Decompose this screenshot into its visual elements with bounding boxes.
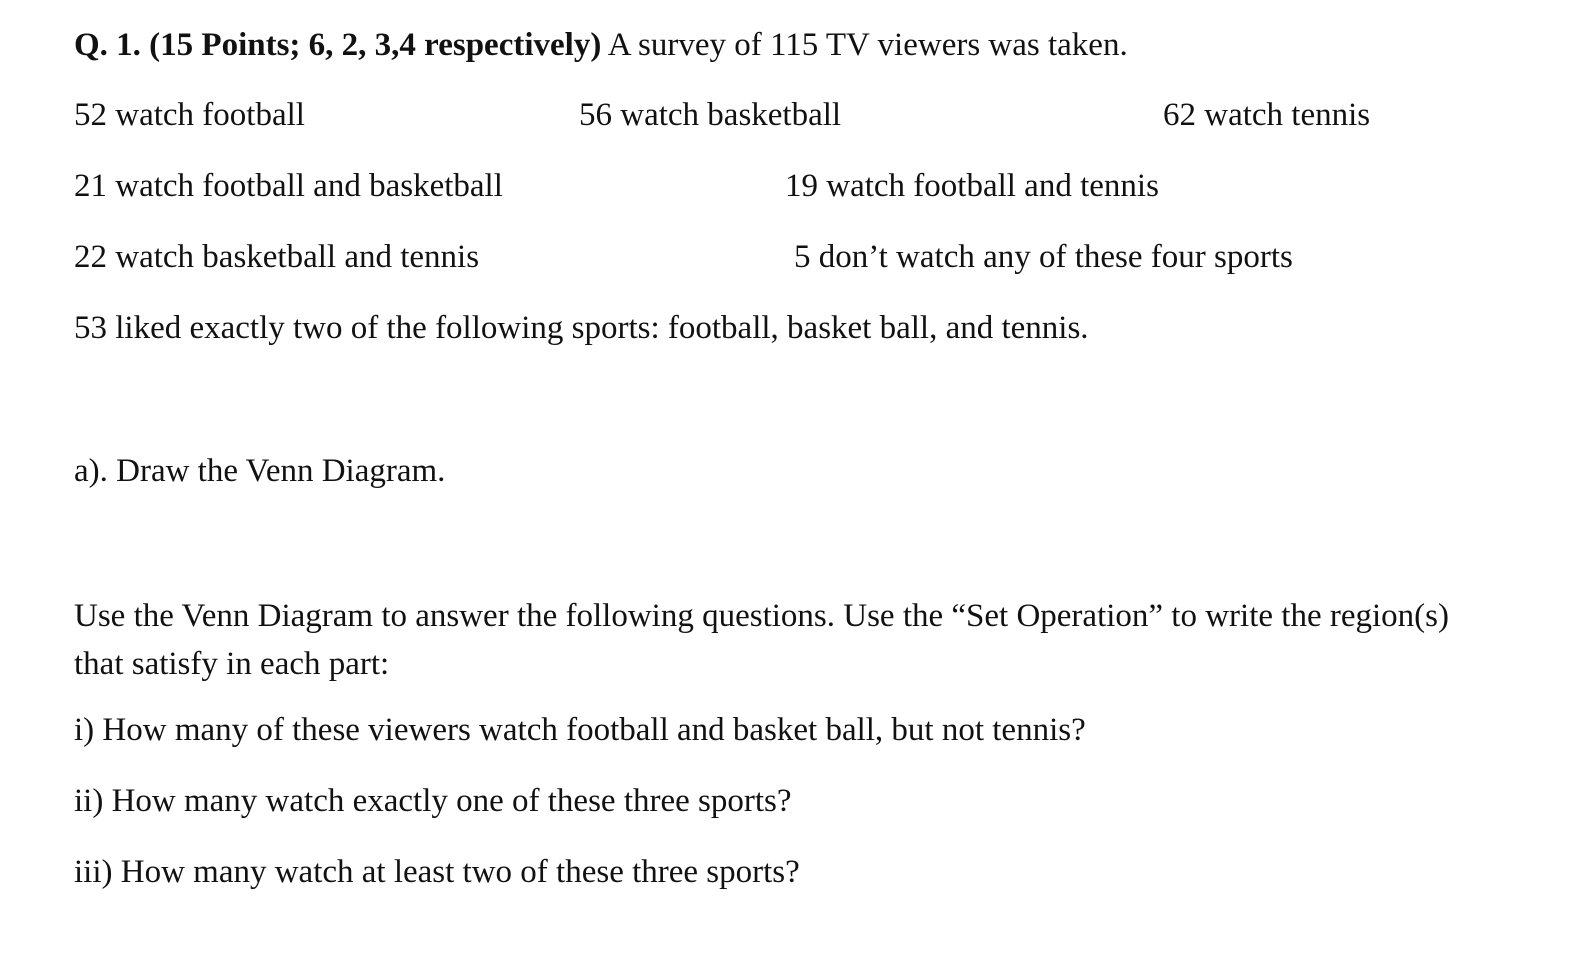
question-number-label: Q. 1. (15 Points; 6, 2, 3,4 respectively) — [74, 27, 602, 63]
fact-basketball-tennis: 22 watch basketball and tennis — [74, 239, 480, 275]
question-heading — [74, 26, 1128, 66]
part-a-prompt: a). Draw the Venn Diagram. — [74, 453, 446, 489]
subquestion-iii: iii) How many watch at least two of these three sports? — [74, 854, 800, 890]
instructions-paragraph: Use the Venn Diagram to answer the following questions. Use the “Set Operation” to write the region(s) that satisfy in each part: — [74, 598, 1449, 682]
fact-football-basketball: 21 watch football and basketball — [74, 168, 503, 204]
subquestion-ii: ii) How many watch exactly one of these three sports? — [74, 783, 792, 819]
fact-exactly-two: 53 liked exactly two of the following sports: football, basket ball, and tennis. — [74, 310, 1089, 346]
fact-football: 52 watch football — [74, 97, 305, 133]
fact-football-tennis: 19 watch football and tennis — [785, 168, 1159, 204]
question-intro: A survey of 115 TV viewers was taken. — [601, 27, 1128, 63]
fact-none: 5 don’t watch any of these four sports — [794, 239, 1293, 275]
fact-tennis: 62 watch tennis — [1163, 97, 1371, 133]
subquestion-i: i) How many of these viewers watch football and basket ball, but not tennis? — [74, 712, 1086, 748]
fact-basketball: 56 watch basketball — [579, 97, 842, 133]
